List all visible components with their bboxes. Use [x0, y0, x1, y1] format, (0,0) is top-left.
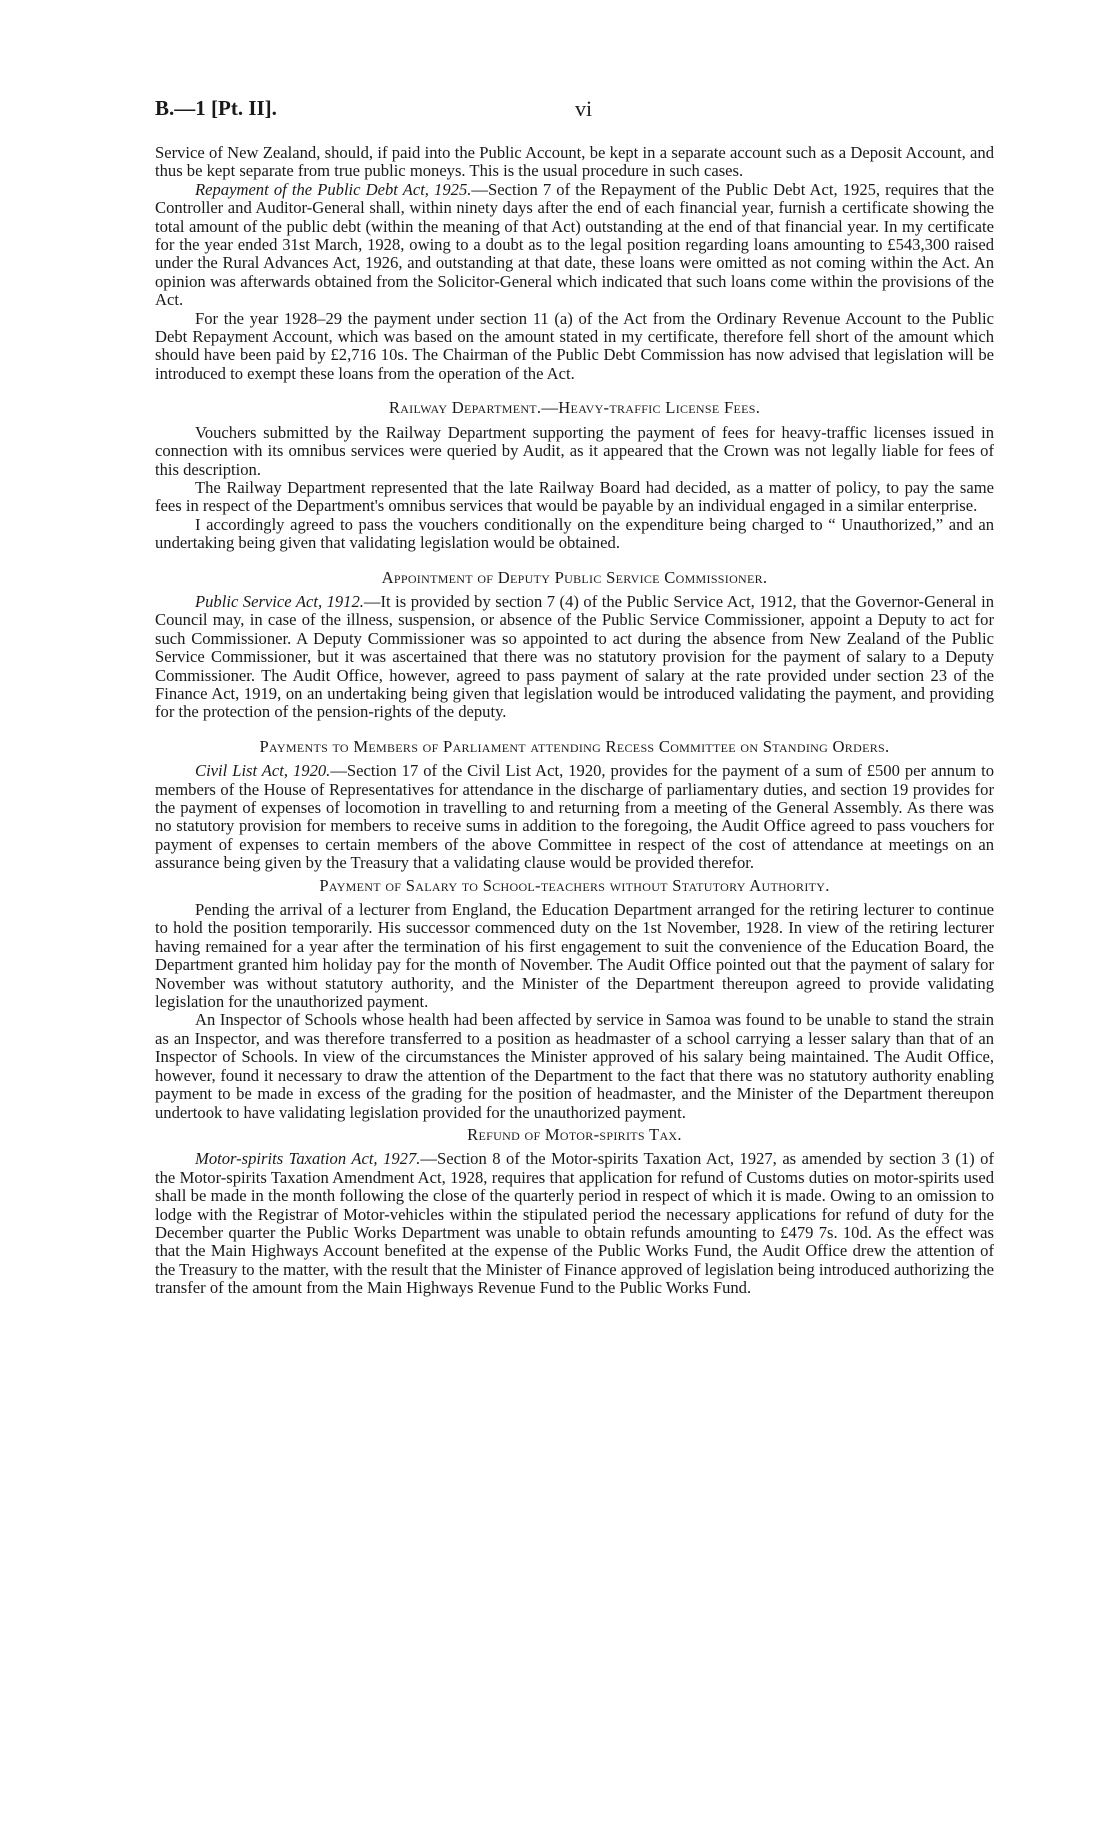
paragraph [155, 144, 994, 181]
paragraph-text: For the year 1928–29 the payment under section 11 (a) of the Act from the Ordinary Revenue Account to the Public Debt Repayment Account, which was based on the amount stated in my certificate, therefore fell short of the amount which should have been paid by £2,716 10s. The Chairman of the Public Debt Commission has now advised that legislation will be introduced to exempt these loans from the operation of the Act. [155, 308, 994, 383]
paragraph-text: An Inspector of Schools whose health had been affected by service in Samoa was found to be unable to stand the strain as an Inspector, and was therefore transferred to a position as headmaster of a school carrying a lesser salary than that of an Inspector of Schools. In view of the circumstances the Minister approved of his salary being maintained. The Audit Office, however, found it necessary to draw the attention of the Department to the fact that there was no statutory authority enabling payment to be made in excess of the grading for the position of headmaster, and the Minister of the Department thereupon undertook to have validating legislation provided for the unauthorized payment. [155, 1010, 994, 1122]
paragraph-text: —Section 7 of the Repayment of the Public Debt Act, 1925, requires that the Controller and Auditor-General shall, within ninety days after the end of each financial year, furnish a certificate showing the total amount of the public debt (within the meaning of that Act) outstanding at the end of that financial year. In my certificate for the year ended 31st March, 1928, owing to a doubt as to the legal position regarding loans amounting to £543,300 raised under the Rural Advances Act, 1926, and outstanding at that date, these loans were omitted as not coming within the Act. An opinion was afterwards obtained from the Solicitor-General which indicated that such loans come within the provisions of the Act. [155, 179, 994, 310]
page-header [155, 96, 994, 136]
paragraph-text: Pending the arrival of a lecturer from England, the Education Department arranged for the retiring lecturer to continue to hold the position temporarily. His successor commenced duty on the 1st November, 1928. In view of the retiring lecturer having remained for a year after the termination of his first engagement to suit the convenience of the Education Board, the Department granted him holiday pay for the month of November. The Audit Office pointed out that the payment of salary for November was without statutory authority, and the Minister of the Department thereupon agreed to provide validating legislation for the unauthorized payment. [155, 900, 994, 1012]
paragraph-text: The Railway Department represented that the late Railway Board had decided, as a matter of policy, to pay the same fees in respect of the Department's omnibus services that would be payable by an individual engaged in a similar enterprise. [155, 477, 994, 516]
act-citation: Public Service Act, 1912. [195, 591, 364, 611]
paragraph-text: Vouchers submitted by the Railway Department supporting the payment of fees for heavy-traffic licenses issued in connection with its omnibus services were queried by Audit, as it appeared that the Crown was not legally liable for fees of this description. [155, 422, 994, 479]
paragraph [155, 516, 994, 553]
section-heading: Appointment of Deputy Public Service Commissioner. [381, 567, 768, 587]
paragraph [155, 762, 994, 872]
document-reference: B.—1 [Pt. II]. [155, 96, 277, 120]
paragraph-text: Service of New Zealand, should, if paid into the Public Account, be kept in a separate account such as a Deposit Account, and thus be kept separate from true public moneys. This is the usual procedure in such cases. [155, 143, 994, 181]
paragraph [155, 181, 994, 310]
paragraph [155, 901, 994, 1011]
paragraph [155, 424, 994, 479]
paragraph [155, 310, 994, 384]
section-heading: Payments to Members of Parliament attending Recess Committee on Standing Orders. [259, 736, 890, 756]
paragraph-text: —Section 8 of the Motor-spirits Taxation Act, 1927, as amended by section 3 (1) of the Motor-spirits Taxation Amendment Act, 1928, requires that application for refund of Customs duties on motor-spirits used shall be made in the month following the close of the quarterly period in respect of which it is made. Owing to an omission to lodge with the Registrar of Motor-vehicles within the stipulated period the necessary applications for refund of duty for the December quarter the Public Works Department was unable to obtain refunds amounting to £479 7s. 10d. As the effect was that the Main Highways Account benefited at the expense of the Public Works Fund, the Audit Office drew the attention of the Treasury to the matter, with the result that the Minister of Finance approved of legislation being introduced authorizing the transfer of the amount from the Main Highways Revenue Fund to the Public Works Fund. [155, 1149, 994, 1298]
paragraph [155, 479, 994, 516]
paragraph-text: —Section 17 of the Civil List Act, 1920, provides for the payment of a sum of £500 per annum to members of the House of Representatives for attendance in the discharge of parliamentary duties, and section 19 provides for the payment of expenses of locomotion in travelling to and returning from a meeting of the General Assembly. As there was no statutory provision for members to receive sums in addition to the foregoing, the Audit Office agreed to pass vouchers for payment of expenses to certain members of the above Committee in respect of the cost of attendance at meetings on an assurance being given by the Treasury that a validating clause would be provided therefor. [155, 761, 994, 873]
paragraph [155, 1011, 994, 1121]
section-heading: Payment of Salary to School-teachers without Statutory Authority. [319, 875, 830, 895]
paragraph-text: —It is provided by section 7 (4) of the Public Service Act, 1912, that the Governor-General in Council may, in case of the illness, suspension, or absence of the Public Service Commissioner, appoint a Deputy to act for such Commissioner. A Deputy Commissioner was so appointed to act during the absence from New Zealand of the Public Service Commissioner, but it was ascertained that there was no statutory provision for the payment of salary to a Deputy Commissioner. The Audit Office, however, agreed to pass payment of salary at the rate provided under section 23 of the Finance Act, 1919, on an undertaking being given that legislation would be introduced validating the payment, and providing for the protection of the pension-rights of the deputy. [155, 591, 994, 722]
section-heading: Railway Department.—Heavy-traffic License Fees. [388, 398, 761, 418]
paragraph-text: I accordingly agreed to pass the vouchers conditionally on the expenditure being charged to “ Unauthorized,” and an undertaking being given that validating legislation would be obtained. [155, 514, 994, 553]
document-body [155, 144, 994, 1298]
paragraph [155, 1150, 994, 1297]
act-citation: Civil List Act, 1920. [195, 761, 331, 781]
section-heading: Refund of Motor-spirits Tax. [467, 1124, 682, 1144]
page-number: vi [575, 96, 593, 121]
act-citation: Repayment of the Public Debt Act, 1925. [195, 179, 472, 199]
act-citation: Motor-spirits Taxation Act, 1927. [195, 1149, 421, 1169]
paragraph [155, 593, 994, 722]
